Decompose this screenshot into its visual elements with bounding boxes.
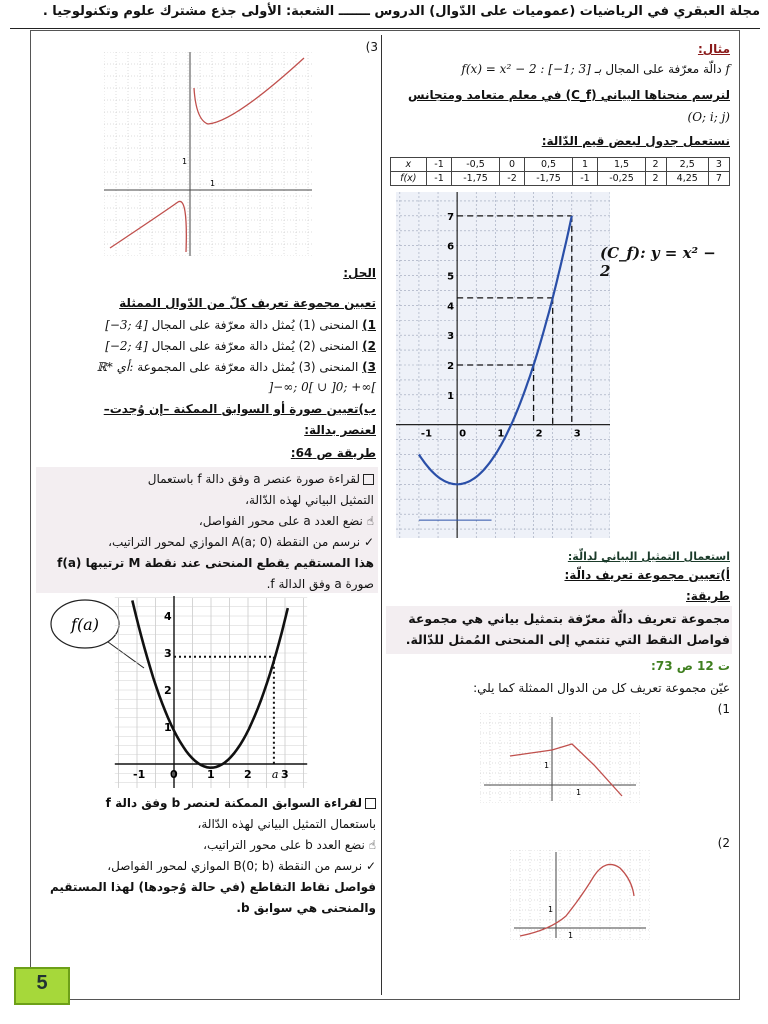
table-cell: -1,75 xyxy=(525,172,572,186)
x-tick-label: 3 xyxy=(281,768,289,781)
solution-3-number: 3) xyxy=(362,360,376,374)
table-cell: 3 xyxy=(708,158,729,172)
page-number: 5 xyxy=(36,972,48,994)
x-tick-label: -1 xyxy=(133,768,146,781)
tick-label: 1 xyxy=(548,905,554,914)
preimage-method-line3-text: نضع العدد b على محور التراتيب، xyxy=(203,838,365,852)
graph-dotted-guides xyxy=(174,657,274,764)
graph-grid xyxy=(510,850,650,940)
check-mark-icon: ✓ xyxy=(362,859,376,873)
table-cell: 2 xyxy=(645,158,666,172)
x-tick-label: 2 xyxy=(535,428,543,440)
table-cell: -1 xyxy=(426,172,452,186)
method-text-2: فواصل النقط التي تنتمي إلى المنحنى المُمثل للدّالة. xyxy=(405,632,730,647)
image-method-line1 xyxy=(40,472,374,487)
solution-title: تعيين مجموعة تعريف كلّ من الدّوال الممثلة xyxy=(119,296,376,310)
fa-bubble-pointer xyxy=(108,642,144,668)
exercise-graph-2 xyxy=(510,850,650,940)
exercise-text: عيّن مجموعة تعريف كل من الدوال الممثلة كما يلي: xyxy=(473,681,730,695)
image-method-line2: التمثيل البياني لهذه الدّالة، xyxy=(245,493,374,507)
table-row-x xyxy=(391,158,730,172)
solution-1-interval: [−3; 4] xyxy=(105,318,148,332)
image-method-line4 xyxy=(40,535,374,550)
table-cell: x xyxy=(391,158,427,172)
y-tick-label: 2 xyxy=(447,361,455,372)
f-name: f xyxy=(725,62,730,76)
section-b-title-2: لعنصر بدالة: xyxy=(304,423,376,437)
tick-label: 1 xyxy=(568,931,574,940)
table-cell: 1,5 xyxy=(598,158,645,172)
table-cell: 7 xyxy=(708,172,729,186)
x-tick-label: 0 xyxy=(170,768,178,781)
image-method-line5: هذا المستقيم يقطع المنحنى عند نقطة M ترتيبها f(a) xyxy=(57,556,374,570)
y-tick-label: 4 xyxy=(447,301,455,313)
sub-title: أ)تعيين مجموعة تعريف دالّة: xyxy=(564,568,730,582)
section-b-title-1: ب)تعيين صورة أو السوابق الممكنة –إن وُجدت– xyxy=(103,402,376,416)
image-method-line6: صورة a وفق الدالة f. xyxy=(266,577,374,591)
table-cell: 4,25 xyxy=(666,172,708,186)
example-line2: لنرسم منحناها البياني (C_f) في معلم متعامد ومتجانس xyxy=(408,88,730,102)
preimage-method-line6: والمنحنى هي سوابق b. xyxy=(236,901,376,915)
y-tick-label: 5 xyxy=(447,271,455,283)
y-tick-label: 1 xyxy=(164,721,172,734)
table-cell: 1 xyxy=(572,158,598,172)
x-tick-label: 2 xyxy=(244,768,252,781)
exercise-1-label: (1 xyxy=(717,702,730,716)
table-cell: -0,25 xyxy=(598,172,645,186)
example-line1-text: دالّة معرّفة على المجال xyxy=(605,62,722,76)
image-method-line1-text: لقراءة صورة عنصر a وفق دالة f باستعمال xyxy=(147,472,360,486)
table-cell: 0,5 xyxy=(525,158,572,172)
table-cell: -0,5 xyxy=(452,158,499,172)
solution-1-text: المنحنى (1) يُمثل دالة معرّفة على المجال xyxy=(151,318,359,332)
solution-2-interval: [−2; 4] xyxy=(105,339,148,353)
solution-2-text: المنحنى (2) يُمثل دالة معرّفة على المجال xyxy=(151,339,359,353)
fa-label: f(a) xyxy=(71,615,99,634)
preimage-method-line1-text: لقراءة السوابق الممكنة لعنصر b وفق دالة f xyxy=(105,796,362,810)
preimage-method-line1 xyxy=(36,796,376,811)
table-cell: -2 xyxy=(499,172,525,186)
x-tick-label: 1 xyxy=(207,768,215,781)
check-mark-icon: ✓ xyxy=(360,535,374,549)
exercise-curve-1 xyxy=(510,744,622,796)
solution-3 xyxy=(36,360,376,375)
header-rule xyxy=(10,28,760,29)
section-title: استعمال التمثيل البياني لدالّة: xyxy=(567,550,730,563)
table-cell: -1 xyxy=(426,158,452,172)
table-cell: 0 xyxy=(499,158,525,172)
table-cell: 2,5 xyxy=(666,158,708,172)
checkbox-icon xyxy=(363,474,374,485)
preimage-method-line5: فواصل نقاط التقاطع (في حالة وُجودها) لهذا المستقيم xyxy=(49,880,376,894)
tick-label: 1 xyxy=(544,761,550,770)
solution-3-set: ℝ* أي: xyxy=(96,360,134,374)
values-table xyxy=(390,157,730,186)
method-text-1: مجموعة تعريف دالّة معرّفة بتمثيل بياني هي مجموعة xyxy=(408,611,730,626)
table-cell: -1 xyxy=(572,172,598,186)
solution-3-interval: ]−∞; 0[ ∪ ]0; +∞[ xyxy=(268,380,376,394)
preimage-method-line4-text: نرسم من النقطة B(0; b) الموازي لمحور الفواصل، xyxy=(107,859,363,873)
hand-pointer-icon: ☝ xyxy=(364,838,376,852)
exercise-graph-3 xyxy=(104,52,312,256)
y-tick-label: 3 xyxy=(447,331,455,343)
solution-1-number: 1) xyxy=(362,318,376,332)
parabola-graph xyxy=(40,594,340,790)
example-function: f(x) = x² − 2 : xyxy=(461,62,545,76)
graph-grid xyxy=(104,52,312,256)
preimage-method-line3 xyxy=(36,838,376,853)
exercise-2-label: (2 xyxy=(717,836,730,850)
table-row-fx xyxy=(391,172,730,186)
example-interval: [−1; 3] بـ xyxy=(548,62,602,76)
image-method-line3 xyxy=(40,514,374,529)
exercise-graph-1 xyxy=(480,713,640,803)
x-tick-label: 1 xyxy=(497,428,505,440)
solution-label: الحل: xyxy=(343,266,376,280)
table-cell: -1,75 xyxy=(452,172,499,186)
example-frame: (O; i; j) xyxy=(687,110,730,124)
tick-label: 1 xyxy=(182,157,188,166)
example-line1 xyxy=(386,62,730,77)
main-graph xyxy=(396,192,610,538)
preimage-method-line4 xyxy=(36,859,376,874)
table-cell: f(x) xyxy=(391,172,427,186)
table-intro: نستعمل جدول لبعض قيم الدّالة: xyxy=(541,134,730,148)
x-tick-label: 3 xyxy=(573,428,581,440)
left-method-label: طريقة ص 64: xyxy=(290,446,376,460)
solution-2-number: 2) xyxy=(362,339,376,353)
y-tick-label: 2 xyxy=(164,684,172,697)
solution-3-text: المنحنى (3) يُمثل دالة معرّفة على المجموعة xyxy=(137,360,359,374)
hyperbola-right-branch xyxy=(194,58,304,124)
tick-label: 1 xyxy=(210,179,216,188)
preimage-method-line2: باستعمال التمثيل البياني لهذه الدّالة، xyxy=(197,817,376,831)
curve-label: (C_f): y = x² − 2 xyxy=(600,244,716,280)
page-number-box xyxy=(14,967,70,1005)
example-label: مثال: xyxy=(697,42,730,56)
hyperbola-left-branch xyxy=(110,201,186,252)
tick-label: 1 xyxy=(576,788,582,797)
solution-2 xyxy=(36,339,376,354)
a-label: a xyxy=(271,768,279,781)
page-header: مجلة العبقري في الرياضيات (عموميات على الدّوال) الدروس ـــــــ الشعبة: الأولى جذع مشترك علوم وتكنولوجيا . xyxy=(42,4,760,19)
table-cell: 2 xyxy=(645,172,666,186)
y-tick-label: 1 xyxy=(447,390,455,402)
x-tick-label: -1 xyxy=(420,428,433,440)
x-tick-label: 0 xyxy=(459,428,467,440)
graph-grid xyxy=(115,598,307,789)
solution-1 xyxy=(36,318,376,333)
checkbox-icon xyxy=(365,798,376,809)
y-tick-label: 4 xyxy=(164,610,172,623)
column-separator xyxy=(381,35,382,995)
y-tick-label: 7 xyxy=(447,211,455,223)
hand-pointer-icon: ☝ xyxy=(362,514,374,528)
y-tick-label: 3 xyxy=(164,647,172,660)
y-tick-label: 6 xyxy=(447,241,455,253)
exercise-3-label: (3 xyxy=(365,40,378,54)
image-method-line3-text: نضع العدد a على محور الفواصل، xyxy=(198,514,363,528)
image-method-line4-text: نرسم من النقطة A(a; 0) الموازي لمحور التراتيب، xyxy=(108,535,361,549)
method-label: طريقة: xyxy=(686,589,730,603)
exercise-ref: ت 12 ص 73: xyxy=(651,659,730,673)
